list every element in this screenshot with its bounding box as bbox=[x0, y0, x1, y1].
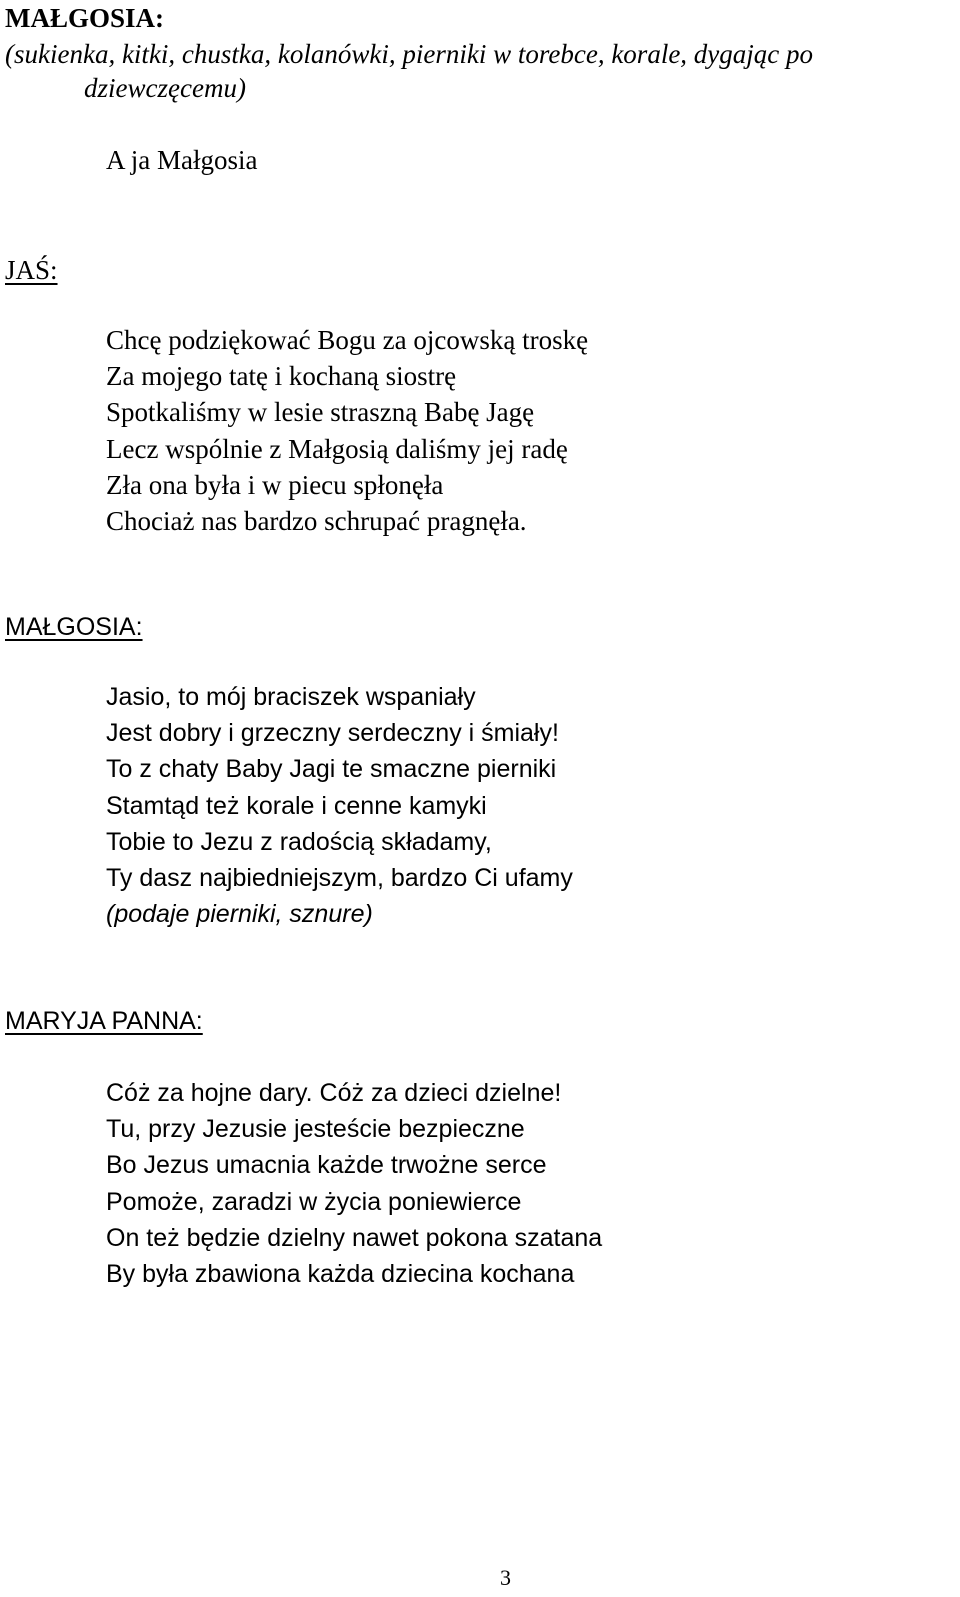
verse-line: To z chaty Baby Jagi te smaczne pierniki bbox=[106, 755, 557, 784]
stage-direction-pierniki: (podaje pierniki, sznure) bbox=[106, 900, 373, 928]
page-number: 3 bbox=[500, 1565, 511, 1590]
speaker-heading-malgosia-2: MAŁGOSIA: bbox=[5, 613, 143, 641]
verse-line: Ty dasz najbiedniejszym, bardzo Ci ufamy bbox=[106, 863, 573, 892]
verse-line: Pomoże, zaradzi w życia poniewierce bbox=[106, 1187, 522, 1216]
speaker-heading-jas: JAŚ: bbox=[5, 255, 58, 285]
verse-line: Tobie to Jezu z radością składamy, bbox=[106, 827, 492, 856]
speaker-heading-maryja-panna: MARYJA PANNA: bbox=[5, 1007, 203, 1035]
verse-malgosia bbox=[106, 681, 573, 898]
verse-line: Stamtąd też korale i cenne kamyki bbox=[106, 791, 487, 820]
verse-line: Jasio, to mój braciszek wspaniały bbox=[106, 683, 476, 711]
dialogue-line-malgosia-intro: A ja Małgosia bbox=[106, 145, 258, 175]
verse-line: Jest dobry i grzeczny serdeczny i śmiały! bbox=[106, 719, 559, 748]
verse-line: Spotkaliśmy w lesie straszną Babę Jagę bbox=[106, 397, 535, 428]
verse-line: Cóż za hojne dary. Cóż za dzieci dzielne! bbox=[106, 1079, 562, 1107]
verse-line: By była zbawiona każda dziecina kochana bbox=[106, 1259, 575, 1288]
verse-line: Bo Jezus umacnia każde trwożne serce bbox=[106, 1151, 547, 1180]
verse-line: On też będzie dzielny nawet pokona szatana bbox=[106, 1223, 603, 1252]
verse-line: Lecz wspólnie z Małgosią daliśmy jej radę bbox=[106, 433, 568, 464]
verse-maryja-panna bbox=[106, 1077, 602, 1294]
verse-line: Chociaż nas bardzo schrupać pragnęła. bbox=[106, 505, 527, 536]
verse-line: Chcę podziękować Bogu za ojcowską troskę bbox=[106, 325, 589, 355]
verse-jas bbox=[106, 324, 588, 541]
stage-direction-line-2: dziewczęcemu) bbox=[84, 73, 246, 103]
stage-direction-line-1: (sukienka, kitki, chustka, kolanówki, pierniki w torebce, korale, dygając po bbox=[5, 39, 814, 69]
speaker-heading-malgosia-1: MAŁGOSIA: bbox=[5, 3, 165, 33]
verse-line: Za mojego tatę i kochaną siostrę bbox=[106, 361, 457, 392]
verse-line: Zła ona była i w piecu spłonęła bbox=[106, 469, 444, 500]
verse-line: Tu, przy Jezusie jesteście bezpieczne bbox=[106, 1115, 525, 1144]
